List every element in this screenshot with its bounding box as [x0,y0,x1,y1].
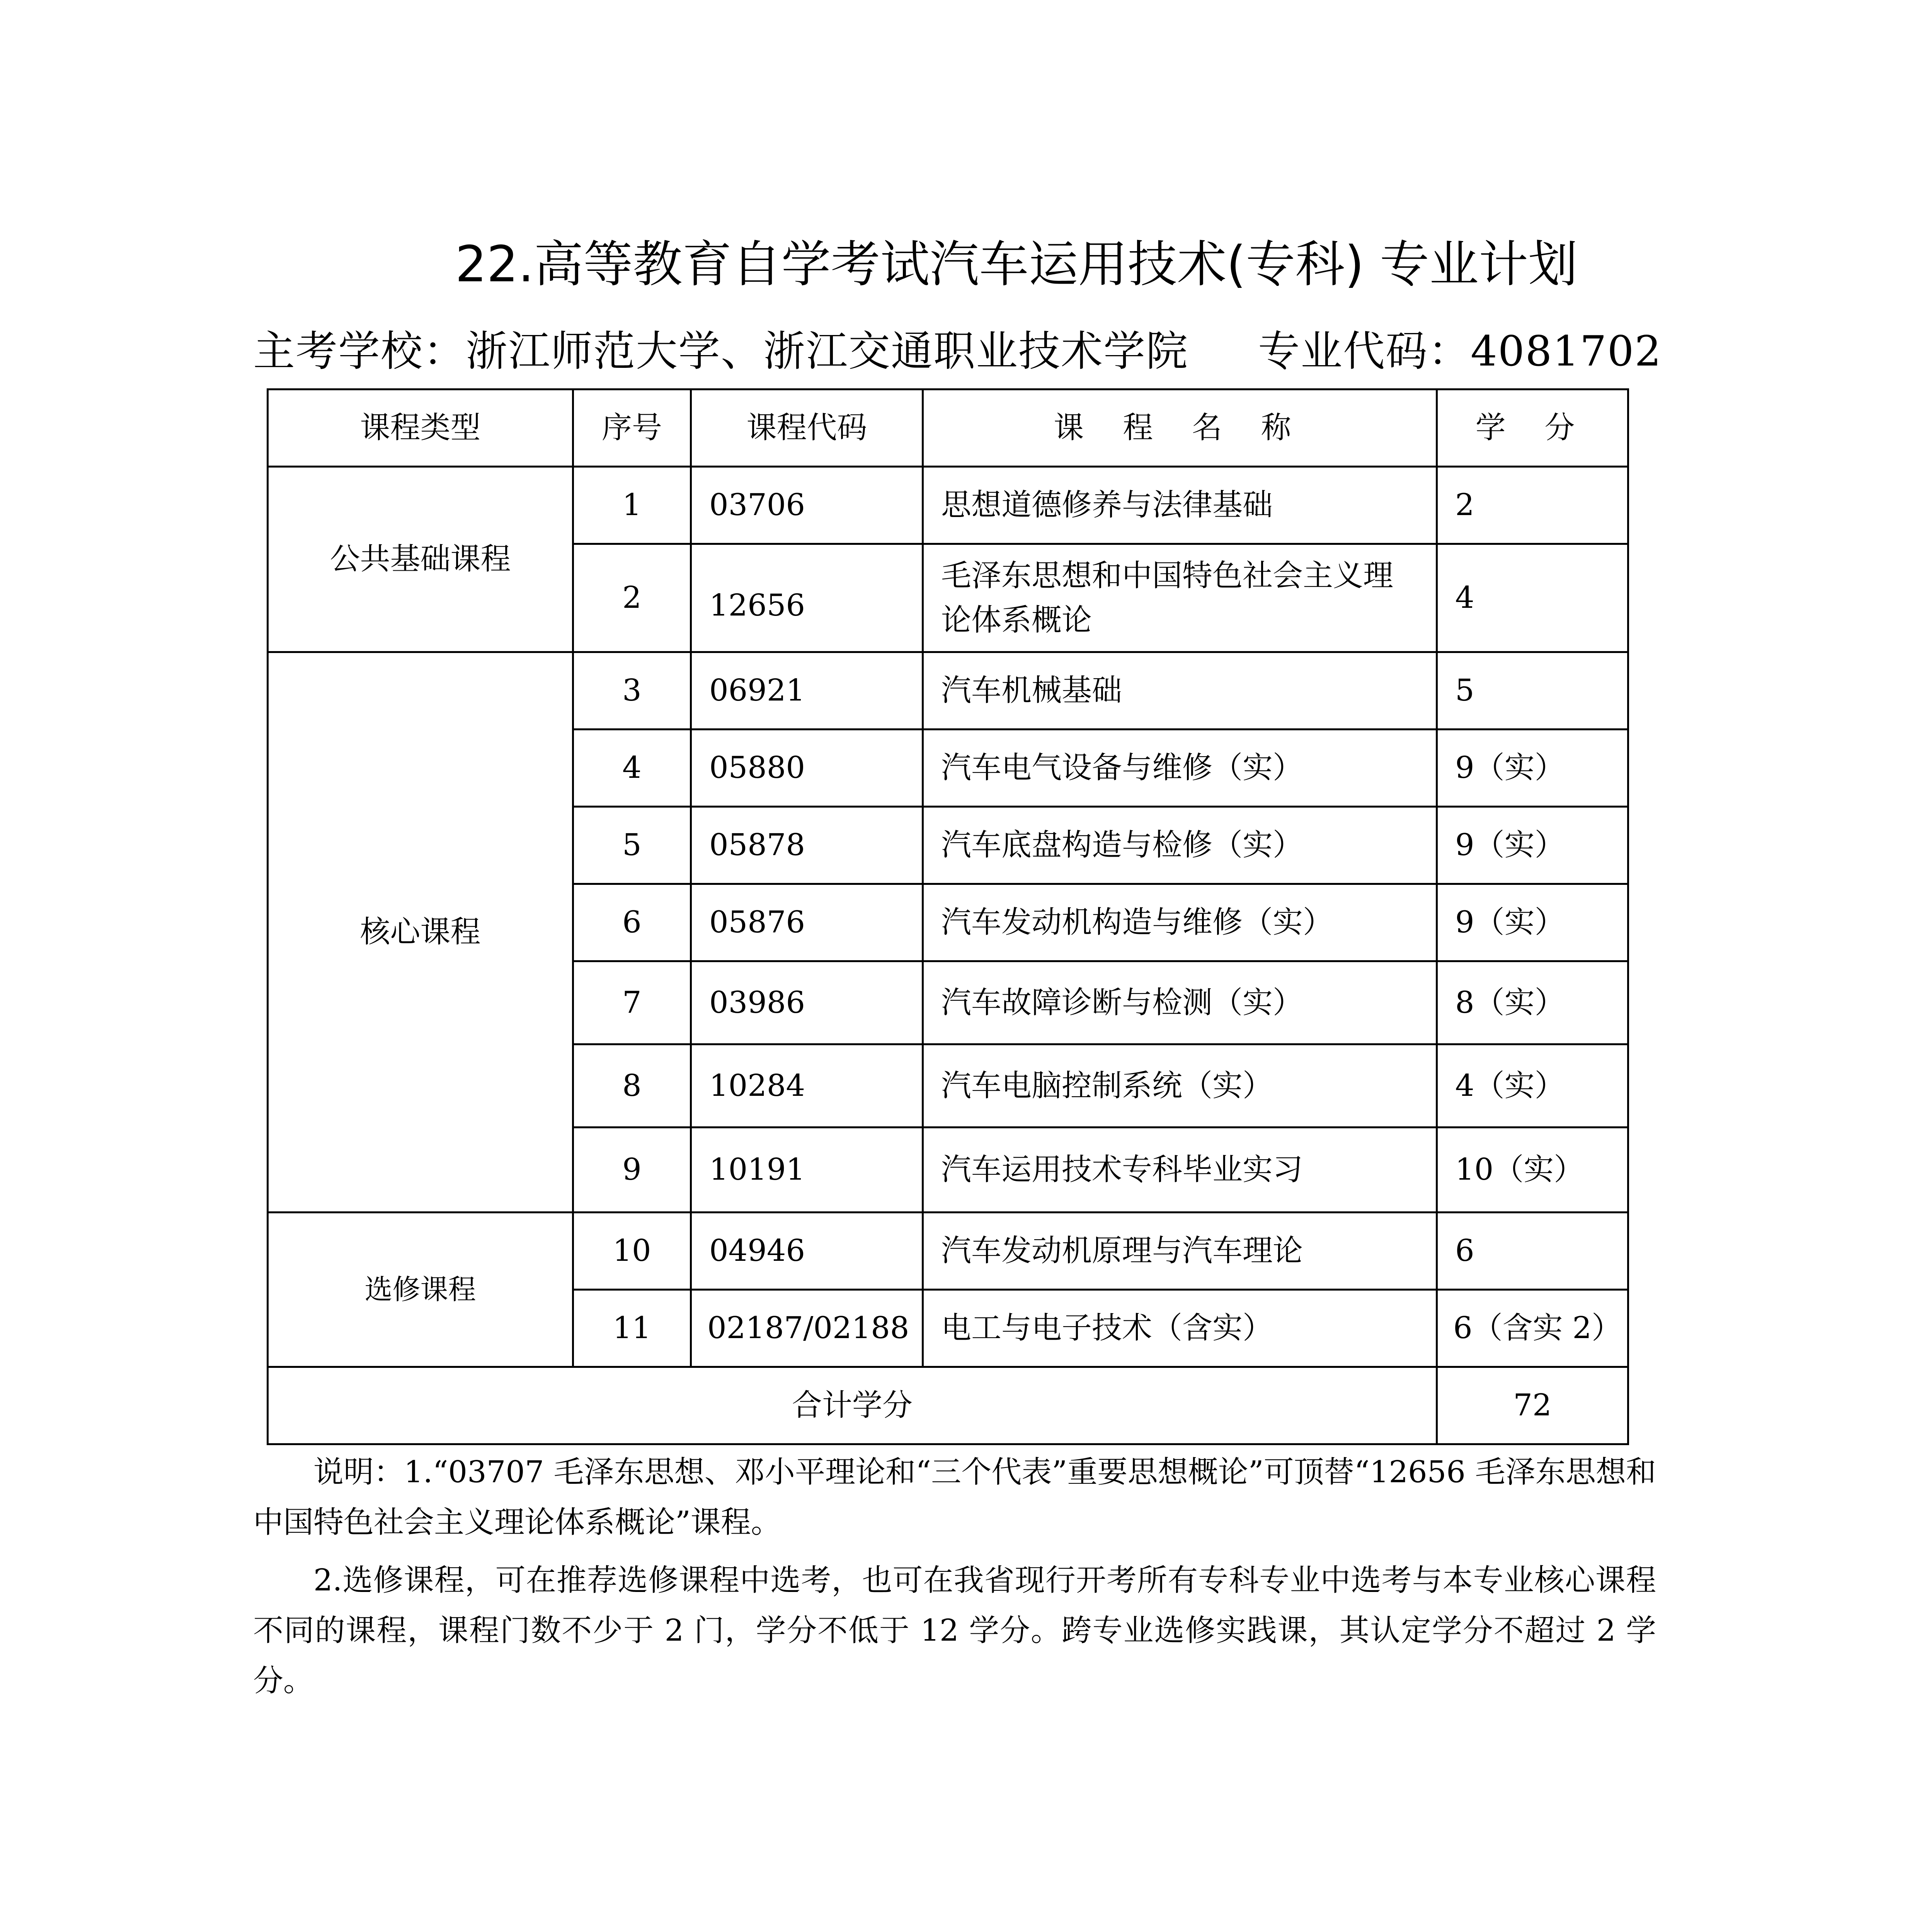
note-2: 2.选修课程，可在推荐选修课程中选考，也可在我省现行开考所有专科专业中选考与本专业核心课程不同的课程，课程门数不少于 2 门，学分不低于 12 学分。跨专业选修实践课，其认定学分不超过 2 学分。 [253,1563,1656,1698]
row-code: 05876 [691,884,923,961]
row-credit: 4（实） [1437,1044,1628,1128]
row-code: 06921 [691,652,923,730]
row-seq: 1 [573,467,691,544]
row-name: 汽车运用技术专科毕业实习 [923,1128,1437,1213]
row-code: 12656 [691,544,923,652]
host-schools: 主考学校：浙江师范大学、浙江交通职业技术学院 [253,327,1189,376]
header-credit: 学 分 [1437,389,1628,467]
row-seq: 9 [573,1128,691,1213]
total-value: 72 [1437,1367,1628,1444]
row-credit: 5 [1437,652,1628,730]
row-name: 电工与电子技术（含实） [923,1290,1437,1367]
row-credit: 10（实） [1437,1128,1628,1213]
row-code: 05880 [691,730,923,807]
total-row [268,1367,1628,1444]
row-seq: 6 [573,884,691,961]
notes [253,1447,1656,1714]
note-1: 说明：1.“03707 毛泽东思想、邓小平理论和“三个代表”重要思想概论”可顶替“12656 毛泽东思想和中国特色社会主义理论体系概论”课程。 [253,1455,1656,1540]
header-course-name: 课 程 名 称 [923,389,1437,467]
row-name: 毛泽东思想和中国特色社会主义理论体系概论 [923,544,1437,652]
row-seq: 8 [573,1044,691,1128]
table-header-row [268,389,1628,467]
row-code: 03986 [691,961,923,1044]
row-credit: 4 [1437,544,1628,652]
header-course-type: 课程类型 [268,389,573,467]
row-code: 03706 [691,467,923,544]
table-row [268,467,1628,544]
row-name: 汽车故障诊断与检测（实） [923,961,1437,1044]
group-elective: 选修课程 [268,1213,573,1367]
row-credit: 9（实） [1437,730,1628,807]
row-seq: 10 [573,1213,691,1290]
row-code: 02187/02188 [691,1290,923,1367]
row-credit: 6 [1437,1213,1628,1290]
row-seq: 4 [573,730,691,807]
row-credit: 9（实） [1437,807,1628,884]
table-row [268,652,1628,730]
row-code: 10284 [691,1044,923,1128]
row-name: 汽车电气设备与维修（实） [923,730,1437,807]
group-core: 核心课程 [268,652,573,1213]
course-plan-table [267,388,1629,1445]
school-info-line [253,327,1662,377]
table-row [268,1213,1628,1290]
row-credit: 8（实） [1437,961,1628,1044]
row-name: 汽车底盘构造与检修（实） [923,807,1437,884]
row-name: 汽车发动机构造与维修（实） [923,884,1437,961]
row-seq: 2 [573,544,691,652]
row-name: 汽车机械基础 [923,652,1437,730]
row-name: 汽车电脑控制系统（实） [923,1044,1437,1128]
page-title: 22.高等教育自学考试汽车运用技术(专科) 专业计划 [455,236,1578,293]
row-credit: 6（含实 2） [1437,1290,1628,1367]
row-seq: 11 [573,1290,691,1367]
row-credit: 9（实） [1437,884,1628,961]
major-code: 专业代码：4081702 [1258,327,1662,376]
group-public-basic: 公共基础课程 [268,467,573,652]
row-credit: 2 [1437,467,1628,544]
total-label: 合计学分 [268,1367,1437,1444]
header-seq: 序号 [573,389,691,467]
row-code: 10191 [691,1128,923,1213]
row-name: 思想道德修养与法律基础 [923,467,1437,544]
row-seq: 3 [573,652,691,730]
header-course-code: 课程代码 [691,389,923,467]
row-code: 05878 [691,807,923,884]
row-seq: 7 [573,961,691,1044]
row-name: 汽车发动机原理与汽车理论 [923,1213,1437,1290]
row-seq: 5 [573,807,691,884]
row-code: 04946 [691,1213,923,1290]
